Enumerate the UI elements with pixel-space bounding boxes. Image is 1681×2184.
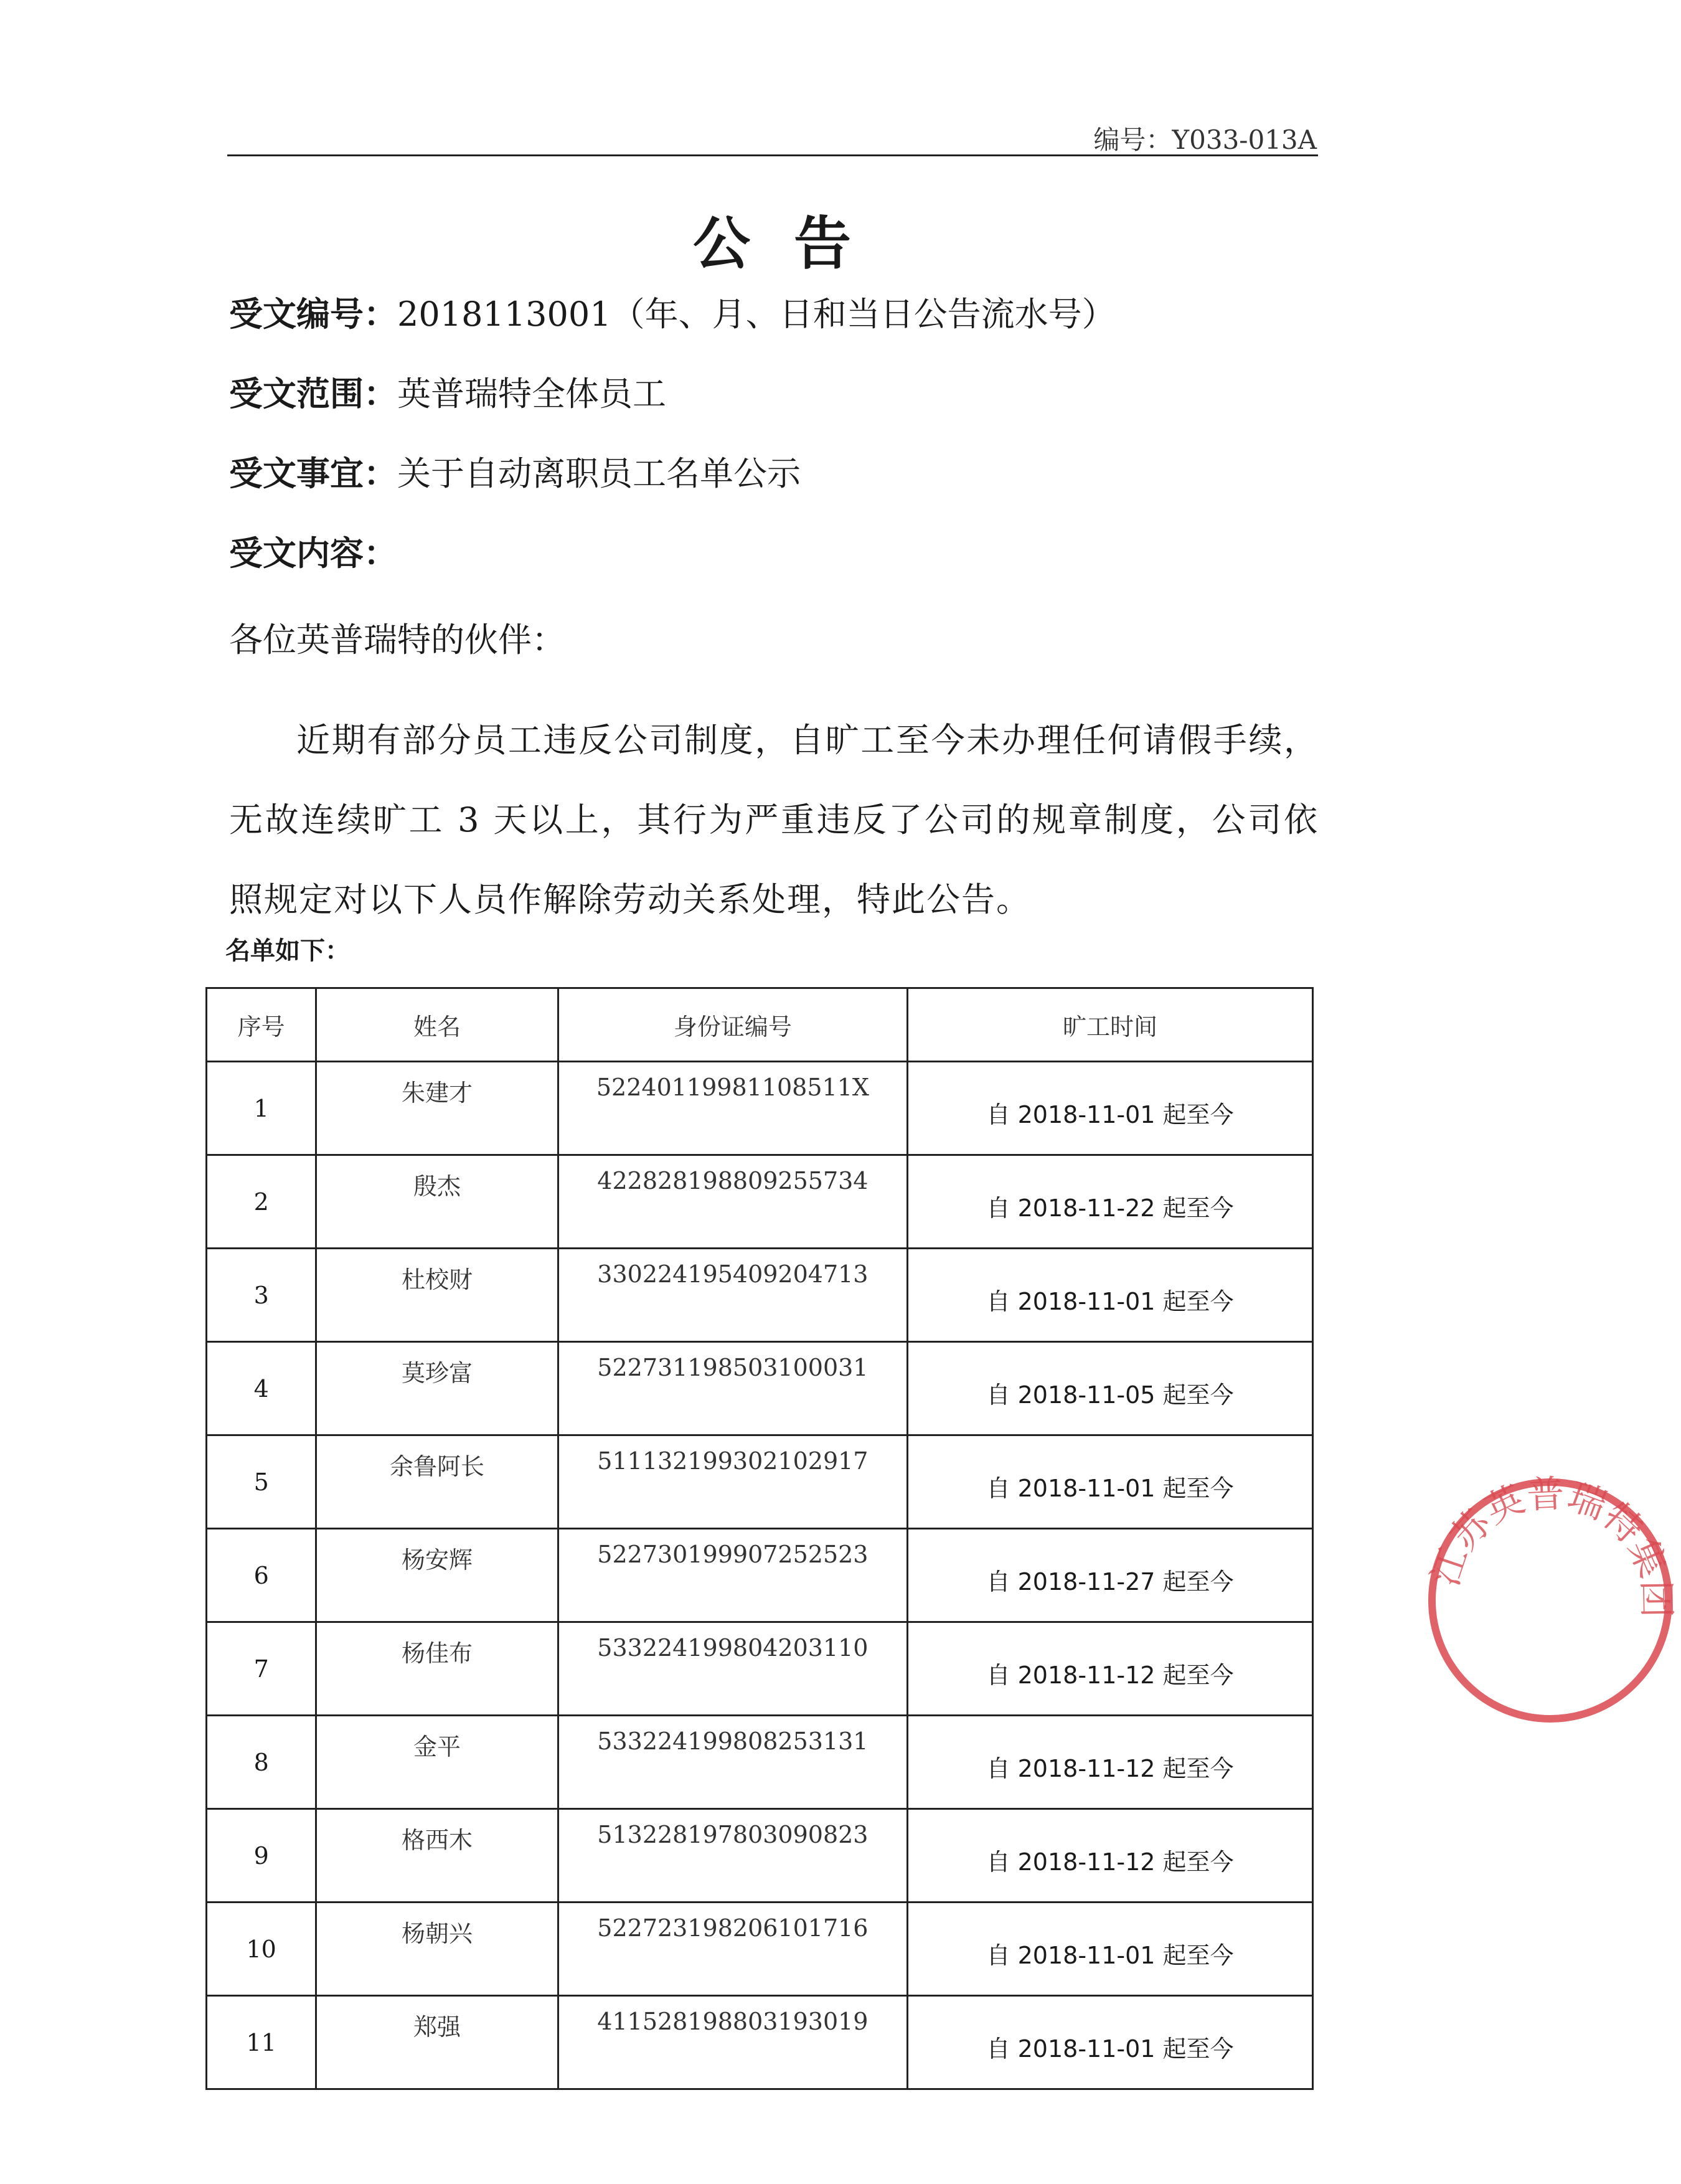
row-id: 422828198809255734 <box>558 1155 907 1249</box>
row-id: 522723198206101716 <box>558 1903 907 1996</box>
row-name: 朱建才 <box>316 1062 558 1155</box>
scope-label: 受文范围： <box>229 374 397 414</box>
row-name: 杨安辉 <box>316 1529 558 1622</box>
doc-no-field <box>229 288 1116 336</box>
header-id: 身份证编号 <box>558 988 907 1062</box>
body-paragraph: 近期有部分员工违反公司制度，自旷工至今未办理任何请假手续，无故连续旷工 3 天以上，其行为严重违反了公司的规章制度，公司依照规定对以下人员作解除劳动关系处理，特此公告。 <box>229 721 1319 919</box>
doc-no-value: 2018113001（年、月、日和当日公告流水号） <box>397 295 1116 334</box>
header-time: 旷工时间 <box>908 988 1313 1062</box>
row-name: 杨朝兴 <box>316 1903 558 1996</box>
document-number: 编号：Y033-013A <box>1093 125 1317 155</box>
row-name: 杜校财 <box>316 1249 558 1342</box>
company-seal <box>1420 1470 1681 1731</box>
row-name: 金平 <box>316 1716 558 1809</box>
table-row <box>207 1996 1313 2089</box>
row-seq: 8 <box>207 1716 316 1809</box>
row-seq: 6 <box>207 1529 316 1622</box>
roster-table <box>205 987 1314 2090</box>
row-id: 330224195409204713 <box>558 1249 907 1342</box>
table-row <box>207 1716 1313 1809</box>
row-id: 411528198803193019 <box>558 1996 907 2089</box>
header-rule <box>227 154 1318 156</box>
table-row <box>207 1809 1313 1903</box>
row-name: 郑强 <box>316 1996 558 2089</box>
row-time: 自 2018-11-01 起至今 <box>908 1996 1313 2089</box>
row-name: 格西木 <box>316 1809 558 1903</box>
greeting: 各位英普瑞特的伙伴： <box>229 620 565 659</box>
table-row <box>207 1529 1313 1622</box>
row-seq: 2 <box>207 1155 316 1249</box>
table-row <box>207 1155 1313 1249</box>
seal-text: 江苏英普瑞特集团 <box>1423 1472 1679 1619</box>
row-seq: 3 <box>207 1249 316 1342</box>
row-id: 513228197803090823 <box>558 1809 907 1903</box>
row-time: 自 2018-11-12 起至今 <box>908 1809 1313 1903</box>
subject-value: 关于自动离职员工名单公示 <box>397 454 801 493</box>
row-id: 533224199804203110 <box>558 1622 907 1716</box>
subject-field <box>229 447 801 495</box>
row-seq: 10 <box>207 1903 316 1996</box>
subject-label: 受文事宜： <box>229 454 397 493</box>
row-id: 511132199302102917 <box>558 1435 907 1529</box>
row-name: 杨佳布 <box>316 1622 558 1716</box>
content-label: 受文内容： <box>229 534 397 573</box>
row-id: 52240119981108511X <box>558 1062 907 1155</box>
scope-value: 英普瑞特全体员工 <box>397 374 666 414</box>
table-row <box>207 1062 1313 1155</box>
page-title: 公告 <box>692 210 895 277</box>
row-name: 莫珍富 <box>316 1342 558 1435</box>
row-seq: 4 <box>207 1342 316 1435</box>
row-name: 余鲁阿长 <box>316 1435 558 1529</box>
table-row <box>207 1622 1313 1716</box>
row-id: 522731198503100031 <box>558 1342 907 1435</box>
table-header-row <box>207 988 1313 1062</box>
row-time: 自 2018-11-01 起至今 <box>908 1062 1313 1155</box>
row-seq: 9 <box>207 1809 316 1903</box>
row-name: 殷杰 <box>316 1155 558 1249</box>
row-time: 自 2018-11-27 起至今 <box>908 1529 1313 1622</box>
row-id: 533224199808253131 <box>558 1716 907 1809</box>
scope-field <box>229 367 666 415</box>
row-seq: 11 <box>207 1996 316 2089</box>
row-time: 自 2018-11-01 起至今 <box>908 1249 1313 1342</box>
table-row <box>207 1342 1313 1435</box>
row-time: 自 2018-11-01 起至今 <box>908 1903 1313 1996</box>
row-time: 自 2018-11-05 起至今 <box>908 1342 1313 1435</box>
row-time: 自 2018-11-12 起至今 <box>908 1622 1313 1716</box>
row-id: 522730199907252523 <box>558 1529 907 1622</box>
row-time: 自 2018-11-22 起至今 <box>908 1155 1313 1249</box>
row-time: 自 2018-11-12 起至今 <box>908 1716 1313 1809</box>
list-title: 名单如下： <box>225 937 350 965</box>
row-time: 自 2018-11-01 起至今 <box>908 1435 1313 1529</box>
header-name: 姓名 <box>316 988 558 1062</box>
table-row <box>207 1903 1313 1996</box>
row-seq: 7 <box>207 1622 316 1716</box>
table-row <box>207 1435 1313 1529</box>
header-seq: 序号 <box>207 988 316 1062</box>
row-seq: 1 <box>207 1062 316 1155</box>
row-seq: 5 <box>207 1435 316 1529</box>
content-field <box>229 527 397 575</box>
table-row <box>207 1249 1313 1342</box>
doc-no-label: 受文编号： <box>229 295 397 334</box>
